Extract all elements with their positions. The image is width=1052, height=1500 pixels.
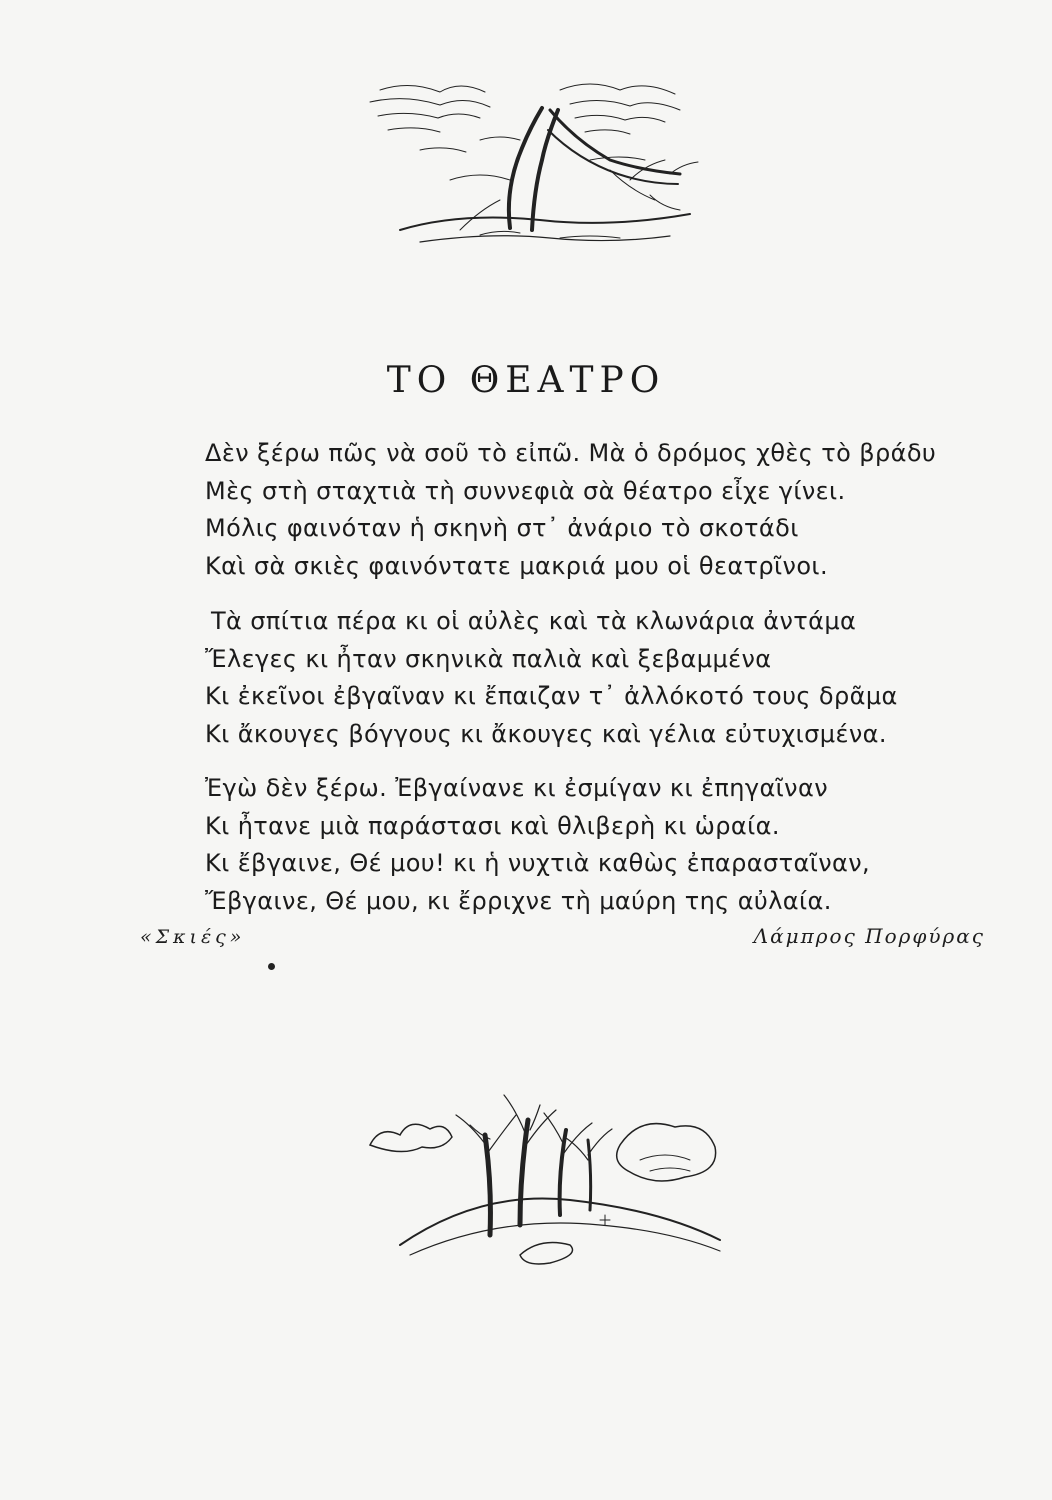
poem-line: Μὲς στὴ σταχτιὰ τὴ συννεφιὰ σὰ θέατρο εἶχε γίνει.: [205, 476, 846, 505]
poem-line: Κι ἐκεῖνοι ἐβγαῖναν κι ἔπαιζαν τ᾽ ἀλλόκοτό τους δρᾶμα: [205, 682, 898, 710]
poem-line: Τὰ σπίτια πέρα κι οἱ αὐλὲς καὶ τὰ κλωνάρια ἀντάμα: [211, 607, 857, 635]
stanza-3: [205, 770, 1005, 920]
poem-line: Κι ἔβγαινε, Θέ μου! κι ἡ νυχτιὰ καθὼς ἐπαρασταῖναν,: [205, 849, 871, 877]
poem-line: Μόλις φαινόταν ἡ σκηνὴ στ᾽ ἀνάριο τὸ σκοτάδι: [205, 514, 799, 542]
poem-line: Καὶ σὰ σκιὲς φαινόντατε μακριά μου οἱ θεατρῖνοι.: [205, 551, 828, 580]
trees-landscape-icon: [360, 1075, 740, 1275]
tree-drawing-icon: [360, 70, 710, 270]
poem-line: Κι ἦτανε μιὰ παράστασι καὶ θλιβερὴ κι ὡραία.: [205, 811, 780, 840]
poem-title: ΤΟ ΘΕΑΤΡΟ: [386, 360, 666, 401]
ornament-dot: [268, 963, 275, 970]
poem-line: Ἐγὼ δὲν ξέρω. Ἐβγαίνανε κι ἐσμίγαν κι ἐπηγαῖναν: [205, 774, 829, 802]
poem-line: Κι ἄκουγες βόγγους κι ἄκουγες καὶ γέλια εὐτυχισμένα.: [205, 719, 887, 748]
poem-source: «Σκιές»: [140, 926, 246, 948]
poem-author: Λάμπρος Πορφύρας: [753, 924, 985, 948]
stanza-1: [205, 435, 1005, 585]
stanza-2: [205, 603, 1005, 753]
poem-line: Δὲν ξέρω πῶς νὰ σοῦ τὸ εἰπῶ. Μὰ ὁ δρόμος χθὲς τὸ βράδυ: [205, 439, 937, 467]
poem-line: Ἔβγαινε, Θέ μου, κι ἔρριχνε τὴ μαύρη της αὐλαία.: [205, 886, 832, 915]
poem-line: Ἔλεγες κι ἦταν σκηνικὰ παλιὰ καὶ ξεβαμμένα: [205, 644, 772, 673]
